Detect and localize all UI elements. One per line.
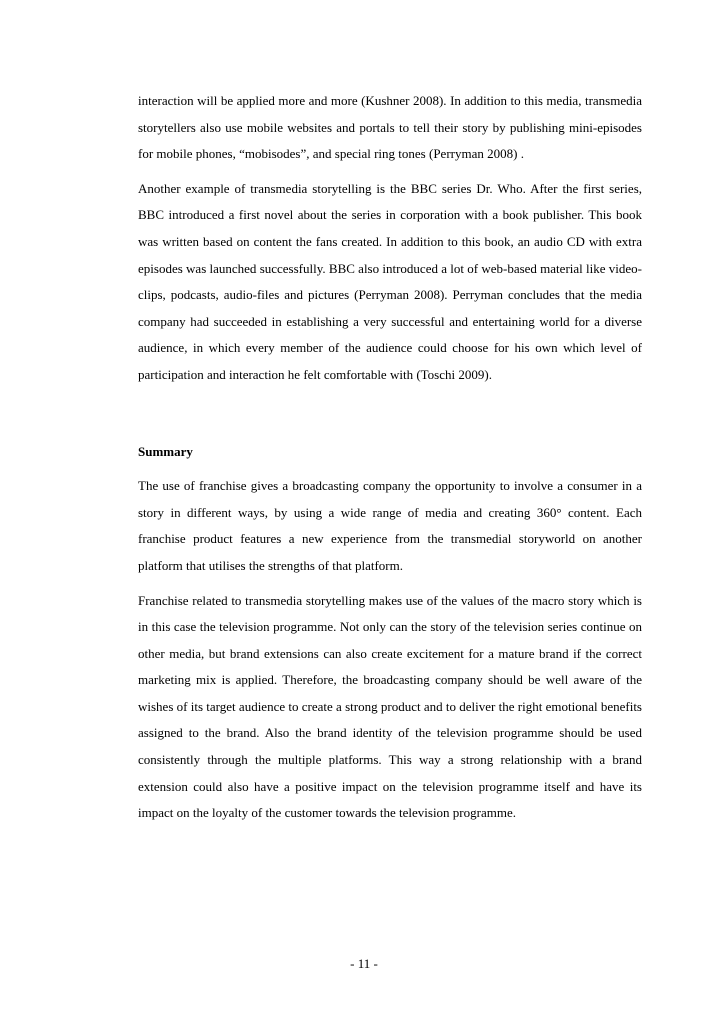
body-paragraph-2: Another example of transmedia storytelling is the BBC series Dr. Who. After the first series, BBC introduced a first novel about the series in corporation with a book publisher. This book was written based on content the fans created. In addition to this book, an audio CD with extra episodes was launched successfully. BBC also introduced a lot of web-based material like video-clips, podcasts, audio-files and pictures (Perryman 2008). Perryman concludes that the media company had succeeded in establishing a very successful and entertaining world for a diverse audience, in which every member of the audience could choose for his own which level of participation and interaction he felt comfortable with (Toschi 2009). [138, 180, 642, 382]
page-content [138, 88, 642, 827]
body-paragraph-1: interaction will be applied more and more (Kushner 2008). In addition to this media, transmedia storytellers also use mobile websites and portals to tell their story by publishing mini-episodes for mobile phones, “mobisodes”, and special ring tones (Perryman 2008) . [138, 93, 642, 162]
page-number: - 11 - [350, 956, 378, 971]
summary-heading: Summary [138, 443, 193, 459]
summary-paragraph-1: The use of franchise gives a broadcasting company the opportunity to involve a consumer in a story in different ways, by using a wide range of media and creating 360° content. Each franchise product features a new experience from the transmedial storyworld on another platform that utilises the strengths of that platform. [138, 478, 642, 573]
summary-section [138, 439, 642, 827]
summary-paragraph-2: Franchise related to transmedia storytelling makes use of the values of the macro story which is in this case the television programme. Not only can the story of the television series continue on other media, but brand extensions can also create excitement for a mature brand if the correct marketing mix is applied. Therefore, the broadcasting company should be well aware of the wishes of its target audience to create a strong product and to deliver the right emotional benefits assigned to the brand. Also the brand identity of the television programme should be used consistently through the multiple platforms. This way a strong relationship with a brand extension could also have a positive impact on the television programme itself and have its impact on the loyalty of the customer towards the television programme. [138, 592, 642, 821]
